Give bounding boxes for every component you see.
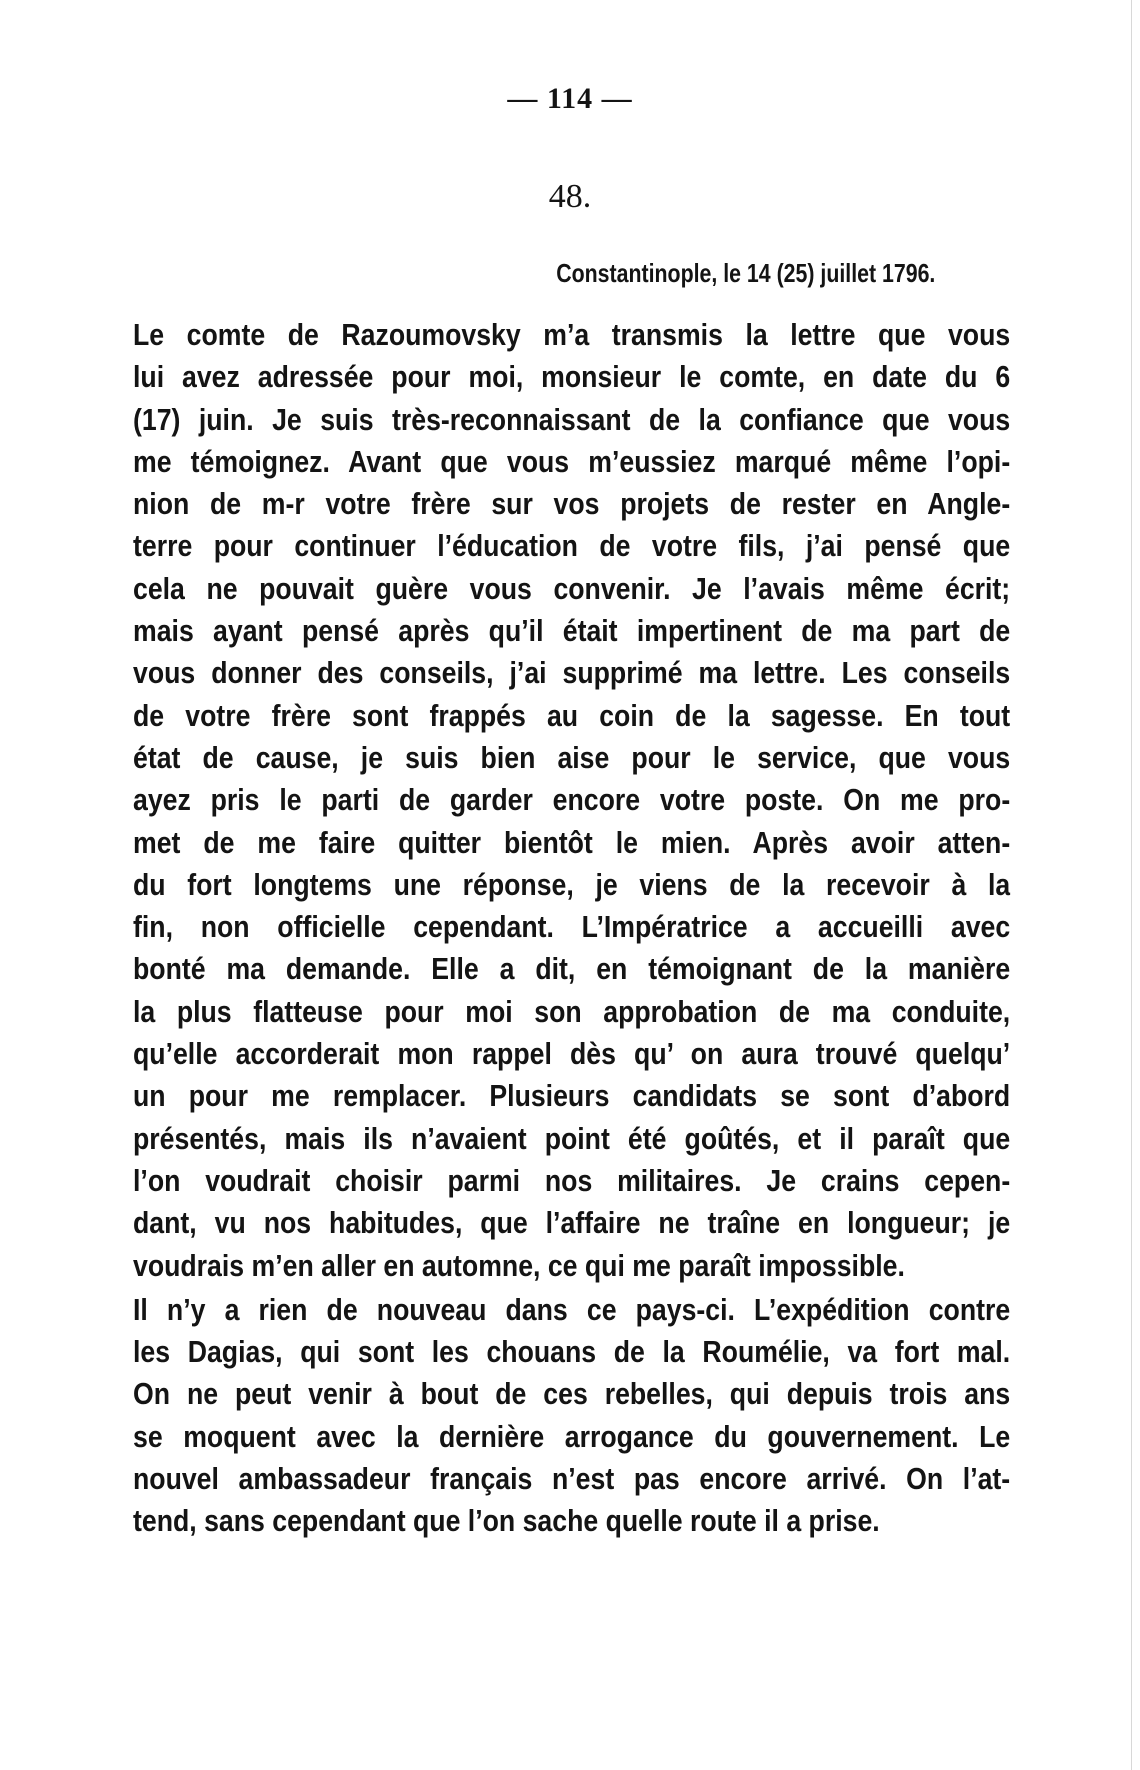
text-line: bonté ma demande. Elle a dit, en témoignant de la manière <box>133 951 1011 987</box>
text-line: état de cause, je suis bien aise pour le service, que vous <box>133 739 1011 775</box>
letter-body <box>133 314 1011 1543</box>
text-line: tend, sans cependant que l’on sache quelle route il a prise. <box>133 1503 880 1539</box>
text-line: me témoignez. Avant que vous m’eussiez marqué même l’opi- <box>133 443 1011 479</box>
text-line: les Dagias, qui sont les chouans de la Roumélie, va fort mal. <box>133 1334 1011 1370</box>
text-line: ayez pris le parti de garder encore votre poste. On me pro- <box>133 782 1011 818</box>
text-line: Le comte de Razoumovsky m’a transmis la lettre que vous <box>133 317 1011 352</box>
text-line: de votre frère sont frappés au coin de la sagesse. En tout <box>133 697 1011 733</box>
text-line: se moquent avec la dernière arrogance du gouvernement. Le <box>133 1418 1011 1454</box>
text-line: (17) juin. Je suis très-reconnaissant de la confiance que vous <box>133 401 1011 437</box>
text-line: met de me faire quitter bientôt le mien. Après avoir atten- <box>133 824 1011 860</box>
text-line: l’on voudrait choisir parmi nos militaires. Je crains cepen- <box>133 1162 1011 1198</box>
text-line: Il n’y a rien de nouveau dans ce pays-ci. L’expédition contre <box>133 1291 1011 1327</box>
paragraph-2 <box>133 1289 1011 1543</box>
text-line: la plus flatteuse pour moi son approbation de ma conduite, <box>133 993 1011 1029</box>
page-edge-line <box>1131 0 1132 1770</box>
text-line: mais ayant pensé après qu’il était impertinent de ma part de <box>133 613 1011 649</box>
text-line: vous donner des conseils, j’ai supprimé ma lettre. Les conseils <box>133 655 1011 691</box>
text-line: terre pour continuer l’éducation de votre fils, j’ai pensé que <box>133 528 1011 564</box>
text-line: cela ne pouvait guère vous convenir. Je l’avais même écrit; <box>133 570 1011 606</box>
text-line: qu’elle accorderait mon rappel dès qu’ on aura trouvé quelqu’ <box>133 1036 1011 1072</box>
text-line: du fort longtems une réponse, je viens de la recevoir à la <box>133 866 1011 902</box>
text-line: voudrais m’en aller en automne, ce qui me paraît impossible. <box>133 1247 905 1283</box>
text-line: dant, vu nos habitudes, que l’affaire ne traîne en longueur; je <box>133 1205 1011 1241</box>
paragraph-1 <box>133 314 1011 1287</box>
letter-number: 48. <box>548 178 592 215</box>
page-number: — 114 — <box>507 82 633 115</box>
text-line: nouvel ambassadeur français n’est pas encore arrivé. On l’at- <box>133 1461 1011 1497</box>
text-line: On ne peut venir à bout de ces rebelles, qui depuis trois ans <box>133 1376 1011 1412</box>
text-line: présentés, mais ils n’avaient point été goûtés, et il paraît que <box>133 1120 1011 1156</box>
dateline: Constantinople, le 14 (25) juillet 1796. <box>555 258 935 288</box>
text-line: fin, non officielle cependant. L’Impératrice a accueilli avec <box>133 909 1011 945</box>
text-line: nion de m-r votre frère sur vos projets de rester en Angle- <box>133 486 1011 522</box>
text-line: un pour me remplacer. Plusieurs candidats se sont d’abord <box>133 1078 1011 1114</box>
text-line: lui avez adressée pour moi, monsieur le comte, en date du 6 <box>133 359 1011 395</box>
